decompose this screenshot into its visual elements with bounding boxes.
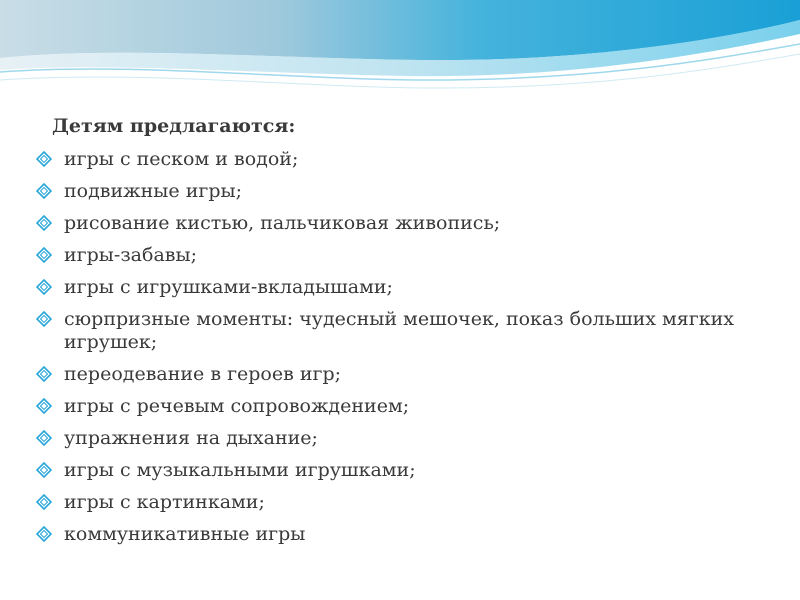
list-item-text: игры с музыкальными игрушками; — [64, 459, 416, 481]
list-item — [36, 459, 776, 482]
diamond-outline-icon — [36, 247, 52, 263]
header-wave-decoration — [0, 0, 800, 110]
diamond-outline-icon — [36, 526, 52, 542]
list-item-text: рисование кистью, пальчиковая живопись; — [64, 212, 501, 234]
bullet-list — [36, 148, 776, 546]
list-item — [36, 363, 776, 386]
diamond-outline-icon — [36, 366, 52, 382]
slide-heading: Детям предлагаются: — [52, 115, 296, 137]
list-item-text: игры-забавы; — [64, 244, 197, 266]
diamond-outline-icon — [36, 462, 52, 478]
diamond-outline-icon — [36, 494, 52, 510]
list-item — [36, 395, 776, 418]
list-item-text: игры с игрушками-вкладышами; — [64, 276, 393, 298]
list-item — [36, 308, 776, 354]
list-item-text: коммуникативные игры — [64, 523, 306, 545]
diamond-outline-icon — [36, 151, 52, 167]
list-item-text: игры с картинками; — [64, 491, 265, 513]
list-item — [36, 148, 776, 171]
slide-body — [36, 112, 776, 555]
list-item — [36, 523, 776, 546]
list-item-text: подвижные игры; — [64, 180, 243, 202]
list-item-text: переодевание в героев игр; — [64, 363, 342, 385]
diamond-outline-icon — [36, 279, 52, 295]
list-item — [36, 212, 776, 235]
diamond-outline-icon — [36, 311, 52, 327]
list-item-text: сюрпризные моменты: чудесный мешочек, показ больших мягких игрушек; — [64, 308, 735, 353]
list-item — [36, 427, 776, 450]
list-item — [36, 244, 776, 267]
list-item-text: игры с песком и водой; — [64, 148, 299, 170]
list-item — [36, 180, 776, 203]
list-item — [36, 491, 776, 514]
diamond-outline-icon — [36, 430, 52, 446]
diamond-outline-icon — [36, 183, 52, 199]
list-item-text: упражнения на дыхание; — [64, 427, 318, 449]
diamond-outline-icon — [36, 398, 52, 414]
list-item — [36, 276, 776, 299]
diamond-outline-icon — [36, 215, 52, 231]
list-item-text: игры с речевым сопровождением; — [64, 395, 410, 417]
